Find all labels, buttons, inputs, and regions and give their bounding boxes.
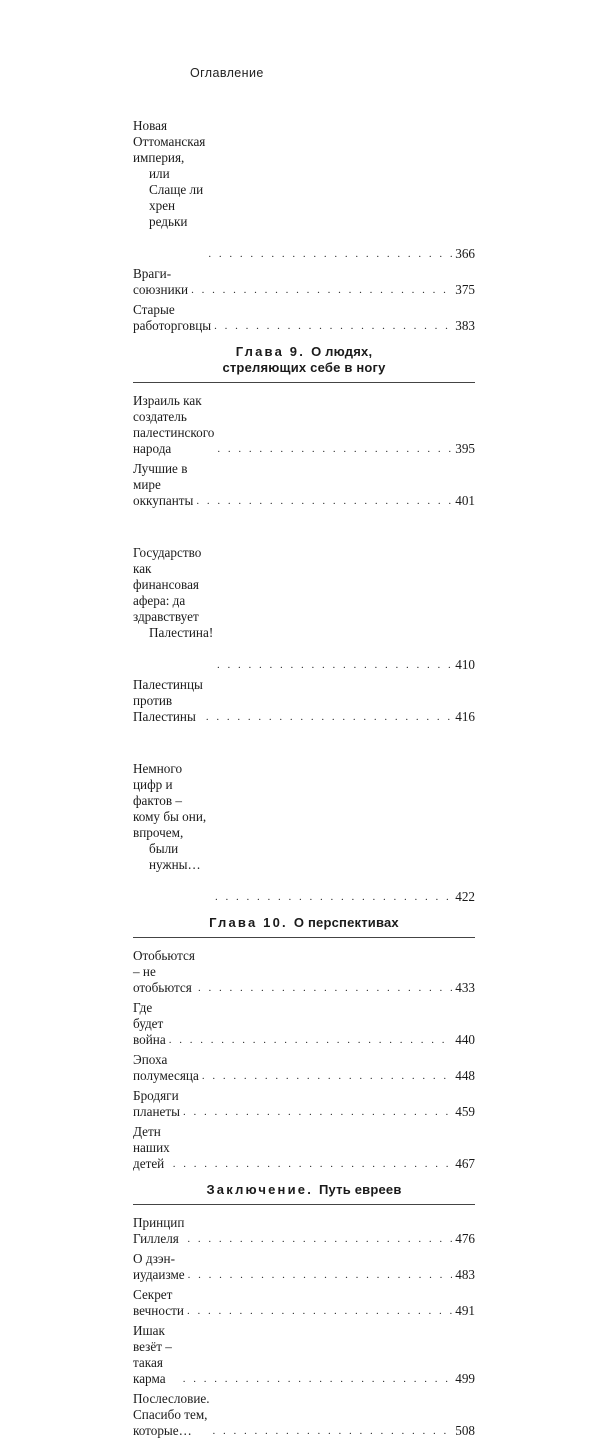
- dot-leader: [217, 657, 452, 673]
- toc-entry-title: Государство как финансовая афера: да здравствует Палестина!: [133, 545, 214, 640]
- toc-entry: [133, 948, 475, 996]
- toc-entry-title: Ишак везёт – такая карма: [133, 1323, 176, 1386]
- chapter-label: Глава 10.: [209, 915, 288, 930]
- dot-leader: [188, 1267, 453, 1283]
- dot-leader: [187, 1303, 452, 1319]
- chapter-title-line2: стреляющих себе в ногу: [222, 360, 386, 375]
- toc-page-number: 383: [455, 318, 475, 333]
- dot-leader: [202, 1068, 452, 1084]
- toc-entry: [133, 1000, 475, 1048]
- toc-page-number: 422: [455, 889, 475, 904]
- toc-page-number: 476: [455, 1231, 475, 1246]
- toc-entry-title: Послесловие. Спасибо тем, которые…: [133, 1391, 213, 1438]
- toc-entry: [133, 677, 475, 725]
- chapter-label: Глава 9.: [235, 344, 306, 359]
- toc-entry-title: Старые работорговцы: [133, 302, 212, 333]
- dot-leader: [206, 709, 452, 725]
- dot-leader: [215, 889, 452, 905]
- toc-entry-title: Принцип Гиллеля: [133, 1215, 188, 1246]
- toc-entry: [133, 1215, 475, 1247]
- dot-leader: [217, 441, 452, 457]
- toc-page-number: 395: [455, 441, 475, 456]
- toc-page-number: 508: [455, 1423, 475, 1438]
- dot-leader: [213, 1423, 453, 1439]
- dot-leader: [214, 318, 452, 334]
- toc-page-number: 416: [455, 709, 475, 724]
- toc-page-number: 440: [455, 1032, 475, 1047]
- toc-entry-title: Отобьются – не отобьются: [133, 948, 199, 995]
- dot-leader: [196, 493, 452, 509]
- dot-leader: [183, 1104, 452, 1120]
- toc-page-number: 459: [455, 1104, 475, 1119]
- toc-entry-title: Новая Оттоманская империя, или Слаще ли хрен редьки: [133, 118, 209, 229]
- toc-entry: [133, 1088, 475, 1120]
- toc-page-number: 448: [455, 1068, 475, 1083]
- dot-leader: [183, 1371, 452, 1387]
- chapter-title: О людях,: [311, 344, 373, 359]
- dot-leader: [173, 1156, 453, 1172]
- toc-entry: [133, 1052, 475, 1084]
- toc-entry-title: Немного цифр и фактов – кому бы они, впрочем, были нужны…: [133, 761, 210, 872]
- toc-entry-title: Детн наших детей: [133, 1124, 174, 1171]
- toc-page-number: 433: [455, 980, 475, 995]
- toc-page-number: 499: [455, 1371, 475, 1386]
- chapter-heading: [133, 344, 475, 383]
- running-head: Оглавление: [190, 66, 264, 80]
- toc-page-number: 410: [455, 657, 475, 672]
- toc-page-number: 375: [455, 282, 475, 297]
- toc-entry-title: Бродяги планеты: [133, 1088, 182, 1119]
- toc-entry: [133, 302, 475, 334]
- toc-entry: [133, 461, 475, 509]
- toc-entry: [133, 393, 475, 457]
- toc-entry-title: Палестинцы против Палестины: [133, 677, 207, 724]
- toc-entry: [133, 1287, 475, 1319]
- toc-entry: [133, 729, 475, 905]
- dot-leader: [191, 282, 452, 298]
- toc-entry-title: Эпоха полумесяца: [133, 1052, 199, 1083]
- toc-entry-title: Лучшие в мире оккупанты: [133, 461, 194, 508]
- toc-entry-title: Враги-союзники: [133, 266, 189, 297]
- toc-entry: [133, 266, 475, 298]
- toc-entry-title: Секрет вечности: [133, 1287, 184, 1318]
- chapter-title: О перспективах: [293, 915, 399, 930]
- toc-page-number: 491: [455, 1303, 475, 1318]
- toc-page-number: 366: [455, 246, 475, 261]
- dot-leader: [208, 246, 452, 262]
- toc-entry-title: Где будет война: [133, 1000, 167, 1047]
- chapter-title: Путь евреев: [319, 1182, 402, 1197]
- toc-page-number: 467: [455, 1156, 475, 1171]
- chapter-label: Заключение.: [206, 1182, 314, 1197]
- toc-entry: [133, 1124, 475, 1172]
- table-of-contents: [133, 86, 475, 1443]
- chapter-heading: [133, 1182, 475, 1205]
- dot-leader: [187, 1231, 452, 1247]
- toc-entry: [133, 1251, 475, 1283]
- toc-entry: [133, 513, 475, 673]
- toc-entry-title: О дзэн-иудаизме: [133, 1251, 185, 1282]
- dot-leader: [169, 1032, 453, 1048]
- toc-entry: [133, 1323, 475, 1387]
- toc-page-number: 483: [455, 1267, 475, 1282]
- dot-leader: [198, 980, 452, 996]
- chapter-heading: [133, 915, 475, 938]
- toc-entry-title: Израиль как создатель палестинского народа: [133, 393, 218, 456]
- toc-entry: [133, 1391, 475, 1439]
- toc-page-number: 401: [455, 493, 475, 508]
- toc-entry: [133, 86, 475, 262]
